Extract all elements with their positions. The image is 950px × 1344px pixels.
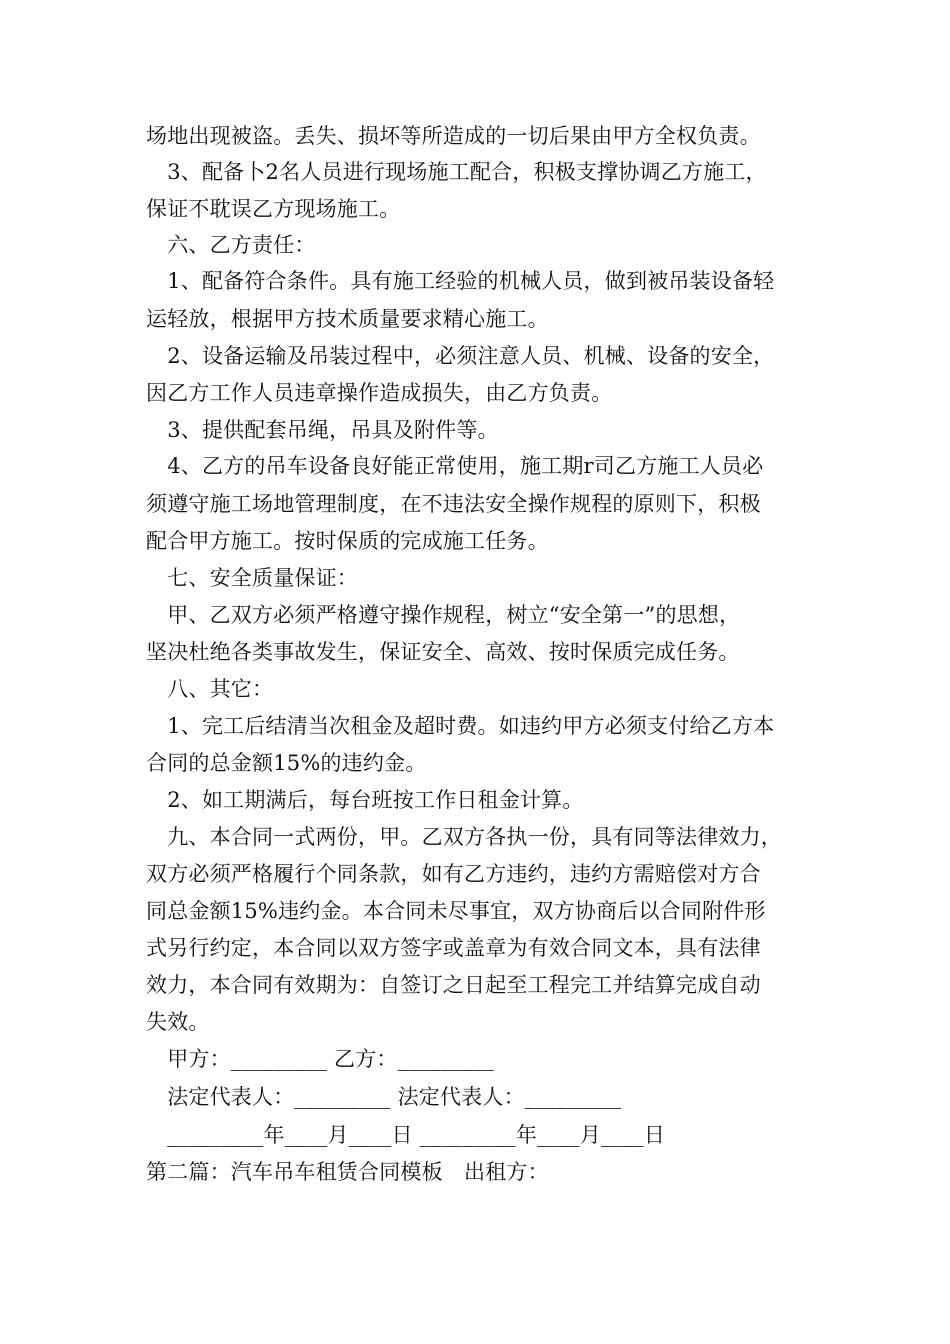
text-line: 九、本合同一式两份，甲。乙双方各执一份，具有同等法律效力， (146, 825, 782, 849)
text-line: 合同的总金额15%的违约金。 (146, 751, 427, 775)
text-line: 场地出现被盗。丢失、损坏等所造成的一切后果由甲方全权负责。 (146, 124, 761, 148)
text-line: 因乙方工作人员违章操作造成损失，由乙方负责。 (146, 381, 613, 405)
signature-representatives: 法定代表人：_________ 法定代表人：_________ (146, 1085, 622, 1109)
text-line: 须遵守施工场地管理制度，在不违法安全操作规程的原则下，积极 (146, 492, 761, 516)
text-line: 配合甲方施工。按时保质的完成施工任务。 (146, 529, 549, 553)
section-heading: 七、安全质量保证： (146, 566, 358, 590)
text-line: 4、乙方的吊车设备良好能正常使用，施工期r司乙方施工人员必 (146, 454, 764, 478)
text-line: 2、如工期满后，每台班按工作日租金计算。 (146, 788, 584, 812)
text-line: 同总金额15%违约金。本合同未尽事宜，双方协商后以合同附件形 (146, 899, 766, 923)
text-line: 1、完工后结清当次租金及超时费。如违约甲方必须支付给乙方本 (146, 714, 775, 738)
text-line: 运轻放，根据甲方技术质量要求精心施工。 (146, 307, 549, 331)
text-line: 保证不耽误乙方现场施工。 (146, 197, 401, 221)
section-heading: 八、其它： (146, 677, 274, 701)
text-line: 甲、乙双方必须严格遵守操作规程，树立“安全第一”的思想， (146, 603, 741, 627)
section-heading: 六、乙方责任： (146, 233, 316, 257)
text-line: 双方必须严格履行个同条款，如有乙方违约，违约方需赔偿对方合 (146, 862, 761, 886)
signature-dates: _________年____月____日 _________年____月____日 (146, 1123, 666, 1147)
text-line: 3、配备卜2名人员进行现场施工配合，积极支撑协调乙方施工， (146, 160, 767, 184)
text-line: 式另行约定，本合同以双方签字或盖章为有效合同文本，具有法律 (146, 936, 761, 960)
text-line: 2、设备运输及吊装过程中，必须注意人员、机械、设备的安全， (146, 344, 775, 368)
text-line: 坚决杜绝各类事故发生，保证安全、高效、按时保质完成任务。 (146, 640, 740, 664)
text-line: 失效。 (146, 1010, 210, 1034)
text-line: 1、配备符合条件。具有施工经验的机械人员，做到被吊装设备轻 (146, 269, 775, 293)
next-section-title: 第二篇：汽车吊车租赁合同模板 出租方： (146, 1160, 549, 1184)
text-line: 3、提供配套吊绳，吊具及附件等。 (146, 418, 499, 442)
signature-parties: 甲方：_________ 乙方：_________ (146, 1047, 494, 1071)
text-line: 效力，本合同有效期为：自签订之日起至工程完工并结算完成自动 (146, 973, 761, 997)
